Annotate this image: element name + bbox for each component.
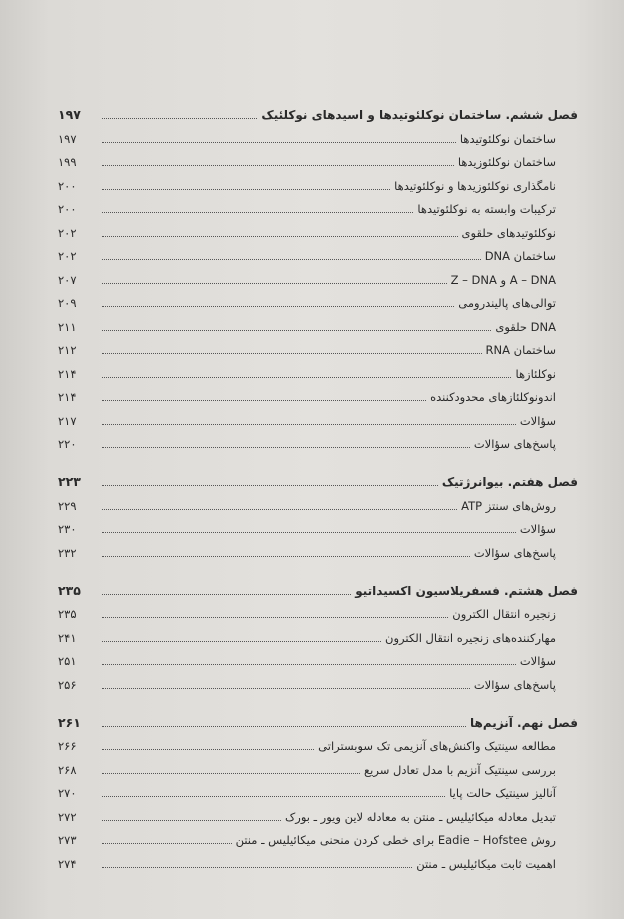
toc-entry-title: سؤالات (519, 654, 556, 668)
chapter-heading-page-number: ۲۲۳ (58, 474, 81, 489)
dot-leader (102, 330, 491, 331)
toc-entry (58, 645, 580, 669)
toc-entry-title: ساختمان نوکلئوزیدها (457, 155, 556, 169)
chapter-heading-title: فصل ششم. ساختمان نوکلئوتیدها و اسیدهای نوکلئیک (261, 108, 578, 122)
toc-entry-page-number: ۲۳۰ (58, 522, 77, 536)
dot-leader (102, 165, 454, 166)
table-of-contents (58, 98, 580, 871)
toc-entry (58, 122, 580, 146)
toc-entry-page-number: ۲۵۶ (58, 677, 77, 692)
chapter-heading-page-number: ۲۳۵ (58, 582, 81, 598)
chapter-gap (58, 692, 580, 706)
toc-entry-page-number: ۱۹۷ (58, 131, 77, 146)
dot-leader (102, 118, 257, 119)
toc-entry-title: سؤالات (519, 413, 556, 428)
dot-leader (102, 353, 482, 354)
dot-leader (102, 820, 281, 821)
toc-entry (58, 381, 580, 405)
toc-entry (58, 404, 580, 428)
toc-entry-title: ساختمان نوکلئوتیدها (459, 131, 556, 146)
dot-leader (102, 424, 516, 425)
toc-entry (58, 513, 580, 537)
toc-entry-page-number: ۲۳۵ (58, 607, 77, 621)
toc-entry-page-number: ۲۱۲ (58, 343, 77, 357)
toc-entry-page-number: ۲۰۲ (58, 225, 77, 240)
toc-entry-page-number: ۲۴۱ (58, 630, 77, 645)
dot-leader (102, 688, 470, 689)
toc-entry-page-number: ۲۲۹ (58, 498, 77, 513)
toc-entry-page-number: ۲۱۷ (58, 413, 77, 428)
toc-entry (58, 824, 580, 848)
toc-entry (58, 146, 580, 170)
toc-entry-page-number: ۲۱۴ (58, 390, 77, 404)
toc-entry (58, 668, 580, 692)
toc-entry-title: اهمیت ثابت میکائیلیس ـ منتن (416, 856, 556, 871)
dot-leader (102, 641, 381, 642)
chapter-gap (58, 451, 580, 465)
toc-entry-title: مهارکننده‌های زنجیره انتقال الکترون (385, 630, 556, 645)
toc-entry-page-number: ۲۵۱ (58, 654, 77, 668)
toc-entry-title: پاسخ‌های سؤالات (473, 545, 556, 560)
toc-entry (58, 193, 580, 217)
toc-entry (58, 536, 580, 560)
dot-leader (102, 532, 516, 533)
toc-entry-page-number: ۱۹۹ (58, 155, 77, 169)
toc-entry-title: ترکیبات وابسته به نوکلئوتیدها (417, 202, 556, 216)
toc-entry-title: DNA حلقوی (495, 319, 556, 334)
dot-leader (102, 400, 426, 401)
toc-entry-page-number: ۲۳۲ (58, 545, 77, 560)
toc-entry (58, 169, 580, 193)
dot-leader (102, 867, 412, 868)
chapter-block (58, 465, 580, 560)
toc-entry-title: نامگذاری نوکلئوزیدها و نوکلئوتیدها (394, 178, 556, 193)
toc-entry (58, 847, 580, 871)
toc-entry-page-number: ۲۷۰ (58, 786, 77, 800)
chapter-heading (58, 706, 580, 730)
dot-leader (102, 189, 390, 190)
chapter-block (58, 706, 580, 871)
dot-leader (102, 306, 454, 307)
dot-leader (102, 447, 470, 448)
dot-leader (102, 664, 516, 665)
toc-entry-title: ساختمان DNA (484, 249, 556, 263)
toc-entry-page-number: ۲۰۰ (58, 178, 77, 193)
toc-entry-title: سؤالات (519, 522, 556, 536)
toc-entry-page-number: ۲۰۹ (58, 296, 77, 310)
toc-entry-title: پاسخ‌های سؤالات (473, 437, 556, 451)
toc-entry-title: پاسخ‌های سؤالات (473, 677, 556, 692)
dot-leader (102, 726, 466, 727)
toc-entry-page-number: ۲۰۷ (58, 272, 77, 287)
chapter-block (58, 574, 580, 692)
dot-leader (102, 796, 445, 797)
toc-entry (58, 621, 580, 645)
chapter-heading (58, 98, 580, 122)
toc-entry (58, 777, 580, 801)
toc-entry-title: اندونوکلئازهای محدودکننده (430, 390, 556, 404)
toc-entry-title: مطالعه سینتیک واکنش‌های آنزیمی تک سوبستراتی (318, 739, 556, 753)
toc-entry-title: نوکلئوتیدهای حلقوی (461, 225, 556, 240)
toc-entry (58, 598, 580, 622)
toc-entry-page-number: ۲۷۲ (58, 809, 77, 824)
toc-entry-page-number: ۲۱۴ (58, 366, 77, 381)
dot-leader (102, 617, 448, 618)
toc-entry-page-number: ۲۶۸ (58, 762, 77, 777)
chapter-heading-title: فصل هشتم. فسفریلاسیون اکسیداتیو (355, 583, 578, 598)
toc-entry-page-number: ۲۲۰ (58, 437, 77, 451)
chapter-heading-title: فصل نهم. آنزیم‌ها (470, 715, 578, 730)
toc-entry-page-number: ۲۶۶ (58, 739, 77, 753)
toc-entry (58, 753, 580, 777)
chapter-heading-page-number: ۱۹۷ (58, 107, 81, 122)
chapter-heading-page-number: ۲۶۱ (58, 714, 81, 730)
toc-entry-title: روش‌های سنتز ATP (461, 498, 556, 513)
dot-leader (102, 212, 413, 213)
toc-entry-title: تبدیل معادله میکائیلیس ـ منتن به معادله لاین ویور ـ بورک (285, 809, 556, 824)
toc-entry-title: بررسی سینتیک آنزیم با مدل تعادل سریع (364, 762, 556, 777)
toc-entry (58, 428, 580, 452)
toc-entry (58, 287, 580, 311)
toc-entry-page-number: ۲۰۲ (58, 249, 77, 263)
dot-leader (102, 485, 438, 486)
dot-leader (102, 509, 457, 510)
toc-entry-title: نوکلئازها (515, 366, 556, 381)
toc-entry-title: A – DNA و Z – DNA (450, 272, 556, 287)
toc-entry-page-number: ۲۰۰ (58, 202, 77, 216)
dot-leader (102, 594, 351, 595)
chapter-block (58, 98, 580, 451)
dot-leader (102, 142, 456, 143)
dot-leader (102, 259, 481, 260)
toc-entry-title: آنالیز سینتیک حالت پایا (449, 786, 556, 800)
toc-entry (58, 334, 580, 358)
toc-entry (58, 240, 580, 264)
toc-entry (58, 730, 580, 754)
toc-entry (58, 263, 580, 287)
chapter-heading-title: فصل هفتم. بیوانرژتیک (441, 475, 578, 489)
toc-entry (58, 357, 580, 381)
toc-entry-page-number: ۲۷۴ (58, 856, 77, 871)
toc-entry-page-number: ۲۱۱ (58, 319, 77, 334)
dot-leader (102, 556, 470, 557)
toc-entry-title: روش Eadie – Hofstee برای خطی کردن منحنی میکائیلیس ـ منتن (235, 833, 556, 847)
dot-leader (102, 283, 447, 284)
toc-entry-title: ساختمان RNA (485, 343, 556, 357)
chapter-heading (58, 465, 580, 489)
toc-entry (58, 310, 580, 334)
dot-leader (102, 377, 511, 378)
toc-entry (58, 216, 580, 240)
toc-entry-title: زنجیره انتقال الکترون (452, 607, 556, 621)
chapter-gap (58, 560, 580, 574)
dot-leader (102, 236, 458, 237)
dot-leader (102, 749, 314, 750)
toc-entry (58, 489, 580, 513)
toc-entry-page-number: ۲۷۳ (58, 833, 77, 847)
dot-leader (102, 773, 360, 774)
dot-leader (102, 843, 232, 844)
toc-entry (58, 800, 580, 824)
chapter-heading (58, 574, 580, 598)
toc-entry-title: توالی‌های پالیندرومی (458, 296, 556, 310)
